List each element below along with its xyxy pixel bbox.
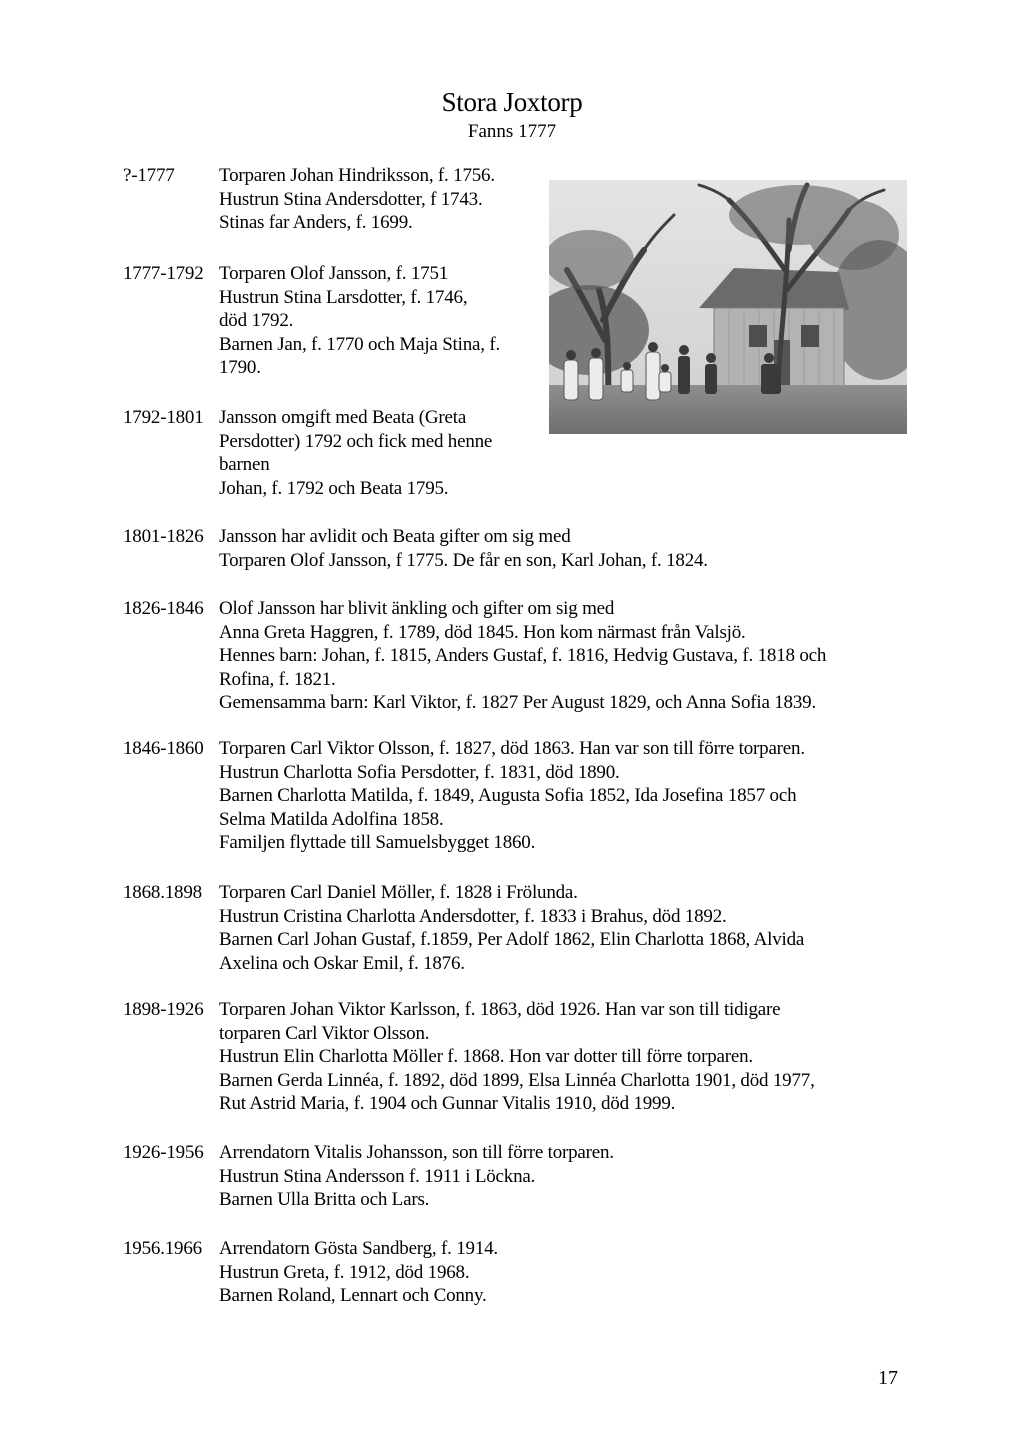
page-title: Stora Joxtorp — [441, 87, 583, 117]
photo-illustration-icon — [549, 180, 907, 434]
entry-line: Anna Greta Haggren, f. 1789, död 1845. Hon kom närmast från Valsjö. — [219, 621, 746, 643]
entry-line: Hennes barn: Johan, f. 1815, Anders Gustaf, f. 1816, Hedvig Gustava, f. 1818 och — [219, 645, 827, 666]
entry-line: Hustrun Stina Andersdotter, f 1743. — [219, 188, 483, 210]
entry-line: Persdotter) 1792 och fick med henne — [219, 430, 493, 452]
entry-line: Arrendatorn Gösta Sandberg, f. 1914. — [219, 1238, 498, 1259]
entry-line: Hustrun Greta, f. 1912, död 1968. — [219, 1261, 470, 1283]
entry-line: Olof Jansson har blivit änkling och gifter om sig med — [219, 598, 615, 619]
entry-line: Hustrun Cristina Charlotta Andersdotter, f. 1833 i Brahus, död 1892. — [219, 905, 727, 927]
entry-years: 1926-1956 — [123, 1142, 204, 1163]
entry-years: 1826-1846 — [123, 598, 204, 619]
entry-years: 1846-1860 — [123, 738, 204, 759]
entry-years: 1801-1826 — [123, 526, 204, 547]
entry-years: 1868.1898 — [123, 882, 202, 903]
entry-line: torparen Carl Viktor Olsson. — [219, 1022, 430, 1044]
page-number: 17 — [878, 1367, 898, 1389]
entry-years: 1898-1926 — [123, 999, 204, 1020]
entry-line: Torparen Olof Jansson, f. 1751 — [219, 263, 449, 284]
entry-line: Rofina, f. 1821. — [219, 668, 336, 690]
entry-years: 1956.1966 — [123, 1238, 202, 1259]
entry-line: Stinas far Anders, f. 1699. — [219, 212, 413, 233]
entry-line: Barnen Carl Johan Gustaf, f.1859, Per Adolf 1862, Elin Charlotta 1868, Alvida — [219, 929, 805, 950]
entry-line: Familjen flyttade till Samuelsbygget 1860. — [219, 832, 536, 853]
entry-line: Rut Astrid Maria, f. 1904 och Gunnar Vitalis 1910, död 1999. — [219, 1093, 676, 1114]
entry-line: död 1792. — [219, 310, 294, 331]
entry-line: Hustrun Elin Charlotta Möller f. 1868. Hon var dotter till förre torparen. — [219, 1046, 753, 1067]
entry-line: Torparen Johan Hindriksson, f. 1756. — [219, 165, 495, 186]
entry-years: 1777-1792 — [123, 263, 204, 284]
page-subtitle: Fanns 1777 — [467, 121, 557, 142]
entry-line: 1790. — [219, 357, 261, 378]
entry-line: Axelina och Oskar Emil, f. 1876. — [219, 952, 465, 974]
entry-line: Torparen Carl Viktor Olsson, f. 1827, död 1863. Han var son till förre torparen. — [219, 738, 805, 759]
entry-line: Barnen Gerda Linnéa, f. 1892, död 1899, Elsa Linnéa Charlotta 1901, död 1977, — [219, 1069, 815, 1091]
entry-line: Barnen Charlotta Matilda, f. 1849, Augusta Sofia 1852, Ida Josefina 1857 och — [219, 785, 797, 806]
entry-line: Hustrun Charlotta Sofia Persdotter, f. 1831, död 1890. — [219, 761, 620, 783]
entry-line: Arrendatorn Vitalis Johansson, son till förre torparen. — [219, 1142, 614, 1163]
entry-line: barnen — [219, 454, 270, 475]
entry-line: Johan, f. 1792 och Beata 1795. — [219, 477, 449, 499]
entry-line: Torparen Johan Viktor Karlsson, f. 1863, död 1926. Han var son till tidigare — [219, 999, 781, 1020]
entry-line: Jansson omgift med Beata (Greta — [219, 407, 467, 428]
entry-line: Barnen Jan, f. 1770 och Maja Stina, f. — [219, 333, 501, 355]
entry-line: Hustrun Stina Larsdotter, f. 1746, — [219, 286, 468, 308]
entry-line: Barnen Roland, Lennart och Conny. — [219, 1285, 487, 1306]
entry-line: Selma Matilda Adolfina 1858. — [219, 808, 444, 830]
entry-line: Hustrun Stina Andersson f. 1911 i Löckna. — [219, 1165, 536, 1187]
family-house-photo — [549, 180, 907, 434]
entry-line: Torparen Carl Daniel Möller, f. 1828 i Frölunda. — [219, 882, 578, 903]
entry-line: Gemensamma barn: Karl Viktor, f. 1827 Per August 1829, och Anna Sofia 1839. — [219, 692, 816, 713]
entry-line: Torparen Olof Jansson, f 1775. De får en son, Karl Johan, f. 1824. — [219, 549, 708, 571]
entry-line: Barnen Ulla Britta och Lars. — [219, 1189, 430, 1210]
entry-line: Jansson har avlidit och Beata gifter om sig med — [219, 526, 571, 547]
entry-years: 1792-1801 — [123, 407, 204, 428]
entry-years: ?-1777 — [123, 165, 175, 186]
